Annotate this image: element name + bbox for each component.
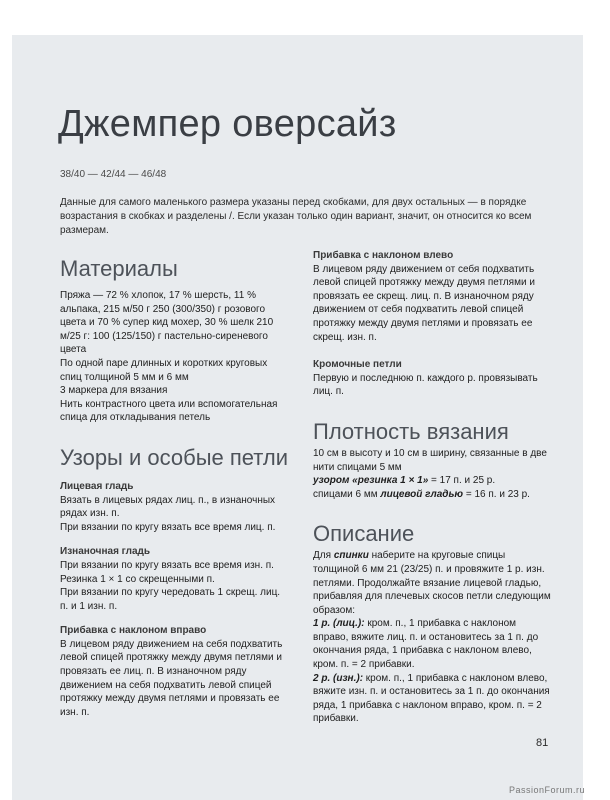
stockinette-line: При вязании по кругу вязать все время лиц. п. [60, 521, 276, 533]
row-1-text: кром. п., 1 прибавка с наклоном вправо, вяжите лиц. п. и остановитесь за 1 п. до окончания ряда, 1 прибавка с наклоном влево, кром. п. = 2 прибавки. [313, 618, 539, 671]
patterns-heading: Узоры и особые петли [60, 444, 288, 470]
gauge-stockinette-label: лицевой гладью [380, 488, 464, 500]
materials-heading: Материалы [60, 256, 178, 281]
inc-right-text: В лицевом ряду движением на себя подхватить левой спицей протяжку между двумя петлями и провязать ее лиц. п. В изнаночном ряду движением на себя подхватить левой спицей протяжку между двумя петлями и провязать ее изн. п. [60, 638, 283, 718]
watermark: PassionForum.ru [509, 785, 586, 795]
reverse-line: При вязании по кругу вязать все время изн. п. [60, 559, 274, 571]
right-column [313, 249, 553, 726]
stockinette-title: Лицевая гладь [60, 480, 134, 492]
description-intro: Для [313, 550, 334, 562]
inc-left-title: Прибавка с наклоном влево [313, 250, 454, 261]
gauge-line: 10 см в высоту и 10 см в ширину, связанные в две нити спицами 5 мм [313, 447, 547, 473]
gauge-rib-label: узором «резинка 1 × 1» [313, 475, 429, 487]
page-title: Джемпер оверсайз [58, 103, 397, 145]
description-row-1 [313, 617, 553, 671]
description-body: наберите на круговые спицы толщиной 6 мм 21 (23/25) п. и провяжите 1 р. изн. петлями. Продолжайте вязание лицевой гладью, прибавляя для плечевых скосов петли следующим образом: [313, 550, 551, 616]
inc-right-title: Прибавка с наклоном вправо [60, 625, 207, 637]
stockinette-line: Вязать в лицевых рядах лиц. п., в изнаночных рядах изн. п. [60, 494, 276, 520]
gauge-heading: Плотность вязания [313, 418, 509, 444]
gauge-rib-value: = 17 п. и 25 р. [428, 475, 496, 487]
gauge-stockinette-value: = 16 п. и 23 р. [463, 488, 530, 500]
description-back-label: спинки [333, 550, 369, 562]
gauge-line [313, 474, 553, 488]
rib-line: Резинка 1 × 1 со скрещенными п. [60, 573, 215, 585]
materials-markers: 3 маркера для вязания [60, 385, 168, 397]
reverse-title: Изнаночная гладь [60, 546, 151, 558]
rib-line: При вязании по кругу чередовать 1 скрещ. лиц. п. и 1 изн. п. [60, 587, 281, 612]
row-1-label: 1 р. (лиц.): [313, 618, 365, 630]
description-paragraph [313, 549, 553, 617]
edge-title: Кромочные петли [313, 359, 402, 371]
row-2-text: кром. п., 1 прибавка с наклоном влево, вяжите изн. п. и остановитесь за 1 п. до окончания ряда, 1 прибавка с наклоном вправо, кром. п. = 2 прибавки. [313, 672, 550, 725]
row-2-label: 2 р. (изн.): [313, 672, 364, 684]
description-row-2 [313, 672, 553, 726]
edge-text: Первую и последнюю п. каждого р. провязывать лиц. п. [313, 372, 538, 398]
page-number: 81 [536, 737, 549, 749]
inc-left-text: В лицевом ряду движением от себя подхватить левой спицей протяжку между двумя петлями и провязать ее скрещ. лиц. п. В изнаночном ряду движением от себя подхватить левой спицей протяжку между двумя петлями и провязать ее скрещ. изн. п. [313, 263, 535, 343]
sizes-line: 38/40 — 42/44 — 46/48 [60, 169, 167, 180]
intro-paragraph: Данные для самого маленького размера указаны перед скобками, для двух остальных — в порядке возрастания в скобках и разделены /. Если указан только один вариант, значит, он относится ко всем размерам. [60, 197, 532, 236]
materials-yarn: Пряжа — 72 % хлопок, 17 % шерсть, 11 % альпака, 215 м/50 г 250 (300/350) г розового цвета и 70 % супер кид мохер, 30 % шелк 210 м/25 г: 100 (125/150) г пастельно-сиреневого цвета [60, 290, 274, 356]
gauge-needles-label: спицами 6 мм [313, 488, 381, 500]
materials-needles: По одной паре длинных и коротких круговых спиц толщиной 5 мм и 6 мм [60, 357, 268, 383]
left-column [60, 256, 288, 719]
description-heading: Описание [313, 521, 415, 547]
materials-holder: Нить контрастного цвета или вспомогательная спица для откладывания петель [60, 398, 278, 424]
gauge-line [313, 488, 553, 502]
